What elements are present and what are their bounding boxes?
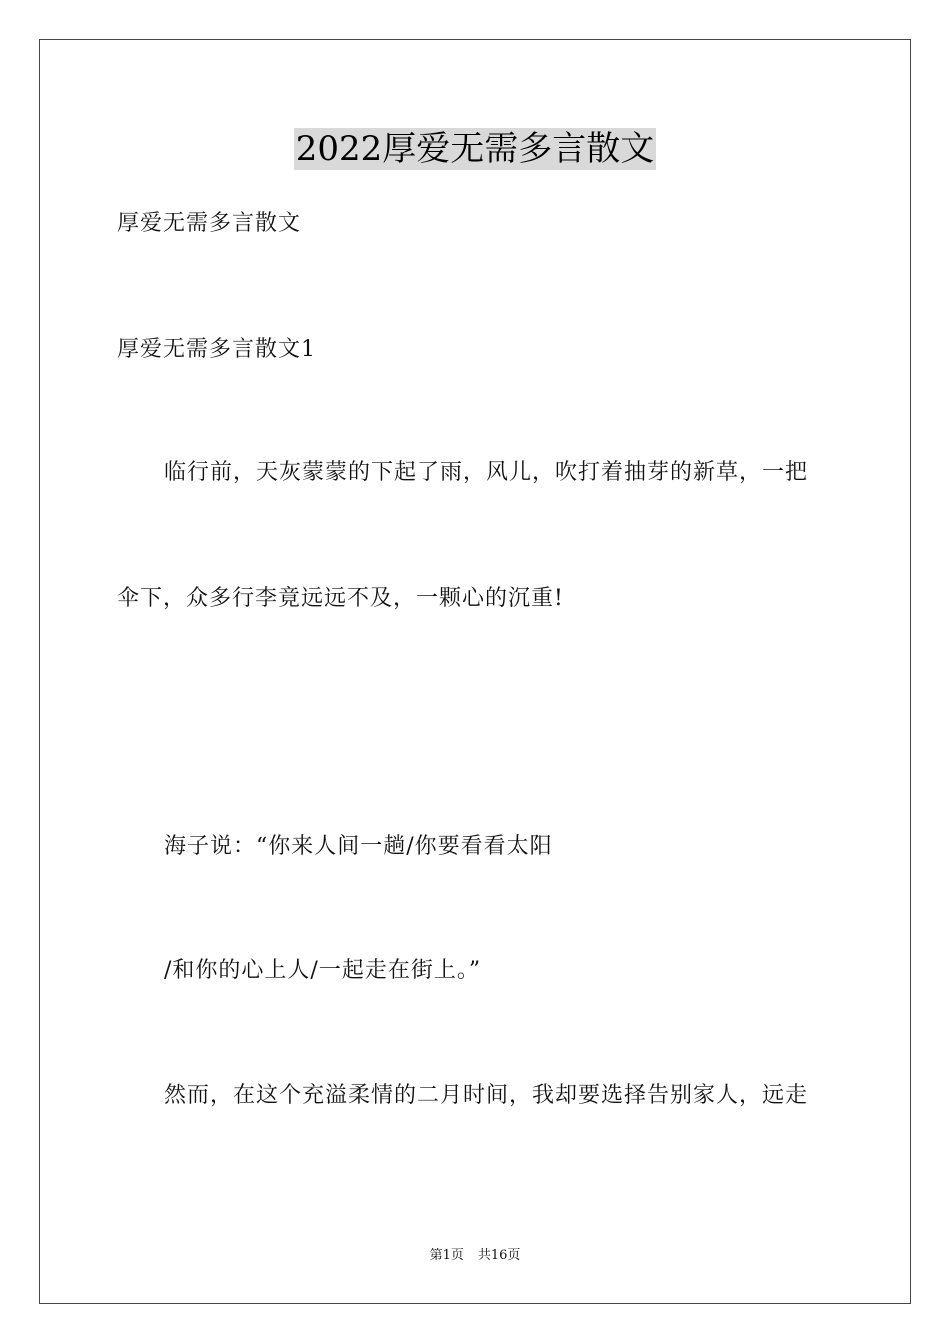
section-heading: 厚爱无需多言散文1	[117, 337, 316, 362]
title-container	[0, 128, 950, 170]
document-title: 2022厚爱无需多言散文	[295, 129, 655, 169]
paragraph-line: 然而，在这个充溢柔情的二月时间，我却要选择告别家人，远走	[164, 1083, 809, 1108]
page-number: 第1页	[429, 1248, 464, 1263]
page-footer	[0, 1247, 950, 1265]
document-subtitle: 厚爱无需多言散文	[117, 211, 302, 236]
paragraph-line: 临行前，天灰蒙蒙的下起了雨，风儿，吹打着抽芽的新草，一把	[164, 460, 809, 485]
paragraph-line: /和你的心上人/一起走在街上。”	[164, 958, 482, 983]
page-total: 共16页	[477, 1248, 521, 1263]
paragraph-line: 伞下，众多行李竟远远不及，一颗心的沉重!	[117, 586, 564, 611]
paragraph-line: 海子说：“你来人间一趟/你要看看太阳	[164, 834, 553, 859]
